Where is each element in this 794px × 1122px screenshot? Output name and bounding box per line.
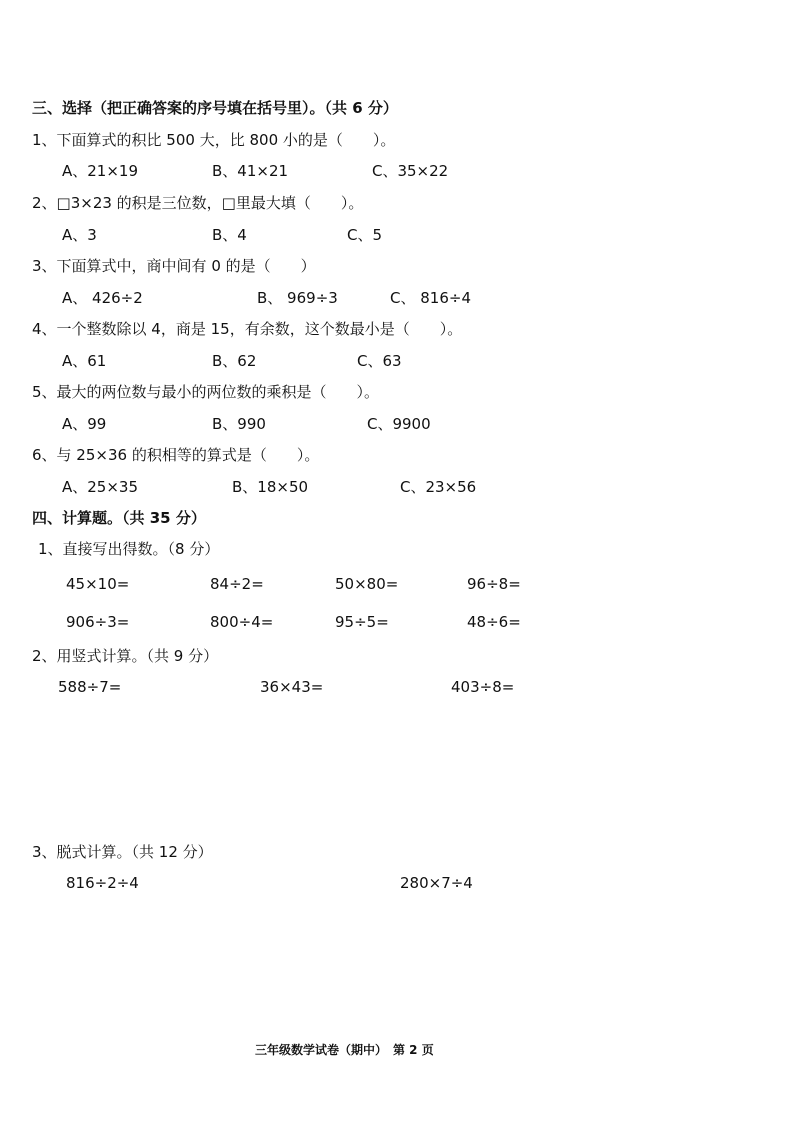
question-6-option-a: A、25×35 [62,478,139,496]
mental-calc-item: 800÷4= [210,613,274,631]
mental-calc-item: 96÷8= [467,575,521,593]
question-4-option-b: B、62 [212,352,257,370]
question-4: 4、一个整数除以 4，商是 15，有余数，这个数最小是（ ）。 [32,320,463,338]
question-2: 2、□3×23 的积是三位数，□里最大填（ ）。 [32,194,364,212]
question-2-option-a: A、3 [62,226,97,244]
question-6: 6、与 25×36 的积相等的算式是（ ）。 [32,446,320,464]
question-3-option-b: B、 969÷3 [257,289,338,307]
question-2-option-b: B、4 [212,226,247,244]
mental-calc-item: 84÷2= [210,575,264,593]
vertical-calc-item: 36×43= [260,678,324,696]
mental-calc-item: 906÷3= [66,613,130,631]
vertical-calc-item: 588÷7= [58,678,122,696]
step-calc-item: 280×7÷4 [400,874,473,892]
mental-calc-item: 50×80= [335,575,399,593]
section3-heading: 三、选择（把正确答案的序号填在括号里）。（共 6 分） [32,99,398,117]
question-5-option-c: C、9900 [367,415,431,433]
question-1-option-c: C、35×22 [372,162,449,180]
question-1: 1、下面算式的积比 500 大，比 800 小的是（ ）。 [32,131,396,149]
part2-title: 2、用竖式计算。（共 9 分） [32,647,219,665]
question-1-option-b: B、41×21 [212,162,289,180]
section4-heading: 四、计算题。（共 35 分） [32,509,206,527]
part3-title: 3、脱式计算。（共 12 分） [32,843,213,861]
vertical-calc-item: 403÷8= [451,678,515,696]
mental-calc-item: 48÷6= [467,613,521,631]
part1-title: 1、直接写出得数。（8 分） [38,540,220,558]
question-3-option-a: A、 426÷2 [62,289,143,307]
mental-calc-item: 95÷5= [335,613,389,631]
question-4-option-c: C、63 [357,352,402,370]
mental-calc-item: 45×10= [66,575,130,593]
question-6-option-c: C、23×56 [400,478,477,496]
question-6-option-b: B、18×50 [232,478,309,496]
step-calc-item: 816÷2÷4 [66,874,139,892]
page-footer: 三年级数学试卷（期中） 第 2 页 [255,1043,434,1057]
question-5-option-b: B、990 [212,415,266,433]
question-5-option-a: A、99 [62,415,107,433]
question-3-option-c: C、 816÷4 [390,289,471,307]
question-2-option-c: C、5 [347,226,383,244]
question-1-option-a: A、21×19 [62,162,139,180]
question-5: 5、最大的两位数与最小的两位数的乘积是（ ）。 [32,383,380,401]
question-3: 3、下面算式中，商中间有 0 的是（ ） [32,257,316,275]
question-4-option-a: A、61 [62,352,107,370]
